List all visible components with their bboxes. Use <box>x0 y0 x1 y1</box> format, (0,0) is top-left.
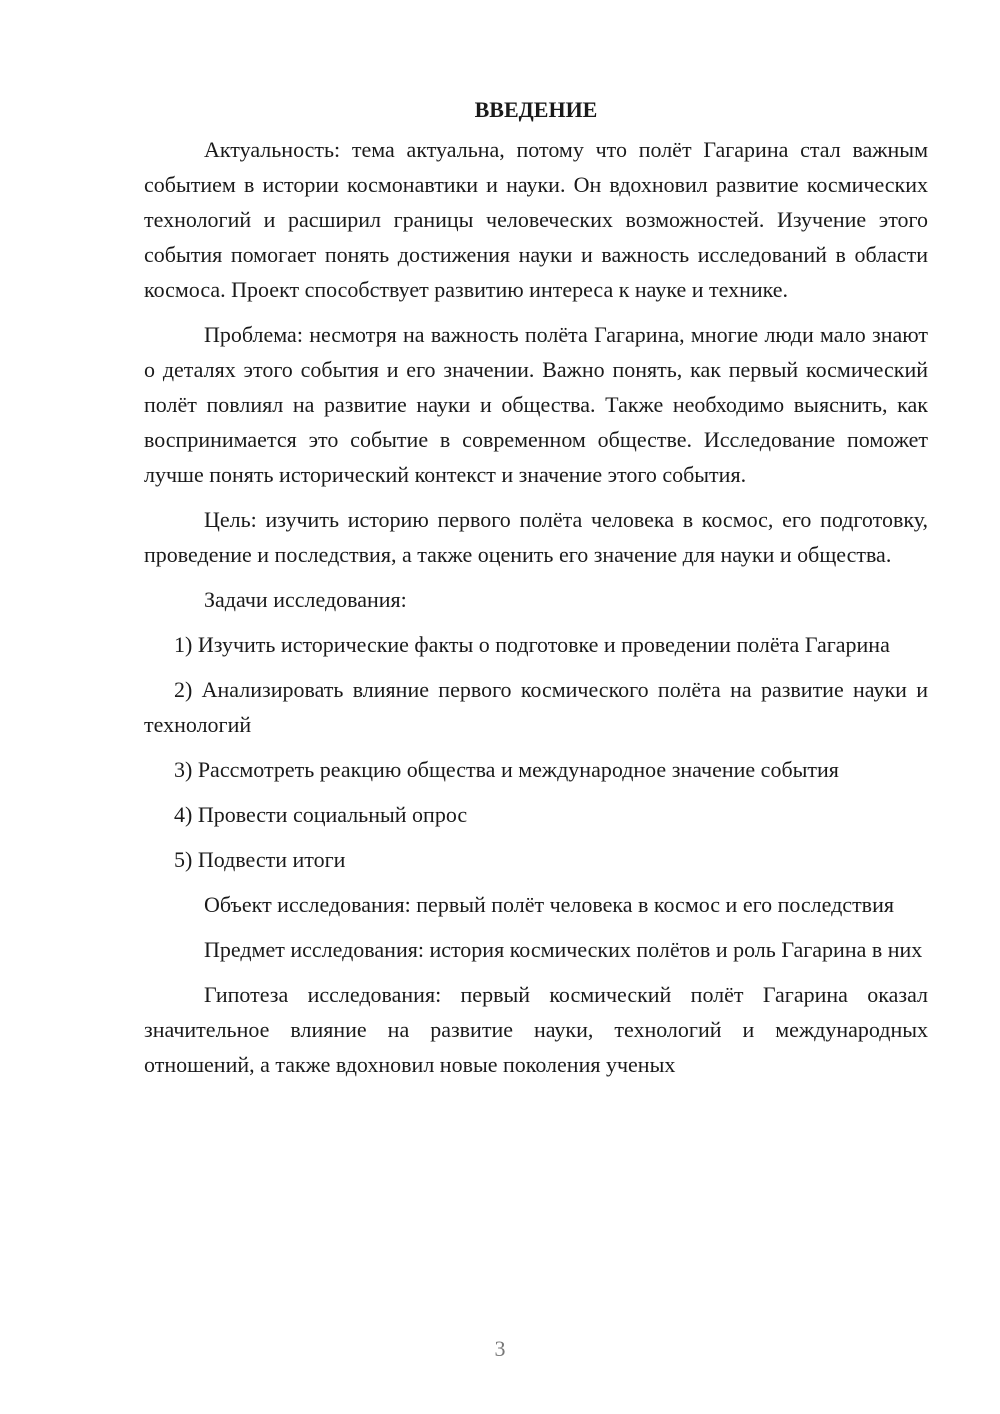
paragraph-problem: Проблема: несмотря на важность полёта Гагарина, многие люди мало знают о деталях этого события и его значении. Важно понять, как первый космический полёт повлиял на развитие науки и общества. Также необходимо выяснить, как воспринимается это событие в современном обществе. Исследование поможет лучше понять исторический контекст и значение этого события. <box>144 322 928 487</box>
paragraph-hypothesis: Гипотеза исследования: первый космический полёт Гагарина оказал значительное влияние на развитие науки, технологий и международных отношений, а также вдохновил новые поколения ученых <box>144 982 928 1077</box>
task-item-4: 4) Провести социальный опрос <box>174 802 468 827</box>
paragraph-subject: Предмет исследования: история космических полётов и роль Гагарина в них <box>204 937 923 962</box>
task-item-3: 3) Рассмотреть реакцию общества и международное значение события <box>174 757 839 782</box>
task-item-1: 1) Изучить исторические факты о подготовке и проведении полёта Гагарина <box>174 632 890 657</box>
paragraph-object: Объект исследования: первый полёт человека в космос и его последствия <box>204 892 894 917</box>
page-number: 3 <box>494 1336 506 1361</box>
paragraph-goal: Цель: изучить историю первого полёта человека в космос, его подготовку, проведение и последствия, а также оценить его значение для науки и общества. <box>144 507 928 567</box>
tasks-heading: Задачи исследования: <box>204 587 407 612</box>
document-page <box>144 92 928 1082</box>
page-title: ВВЕДЕНИЕ <box>474 97 598 122</box>
task-item-2: 2) Анализировать влияние первого космического полёта на развитие науки и технологий <box>144 677 928 737</box>
paragraph-relevance: Актуальность: тема актуальна, потому что полёт Гагарина стал важным событием в истории космонавтики и науки. Он вдохновил развитие космических технологий и расширил границы человеческих возможностей. Изучение этого события помогает понять достижения науки и важность исследований в области космоса. Проект способствует развитию интереса к науке и технике. <box>144 137 928 302</box>
task-item-5: 5) Подвести итоги <box>174 847 346 872</box>
